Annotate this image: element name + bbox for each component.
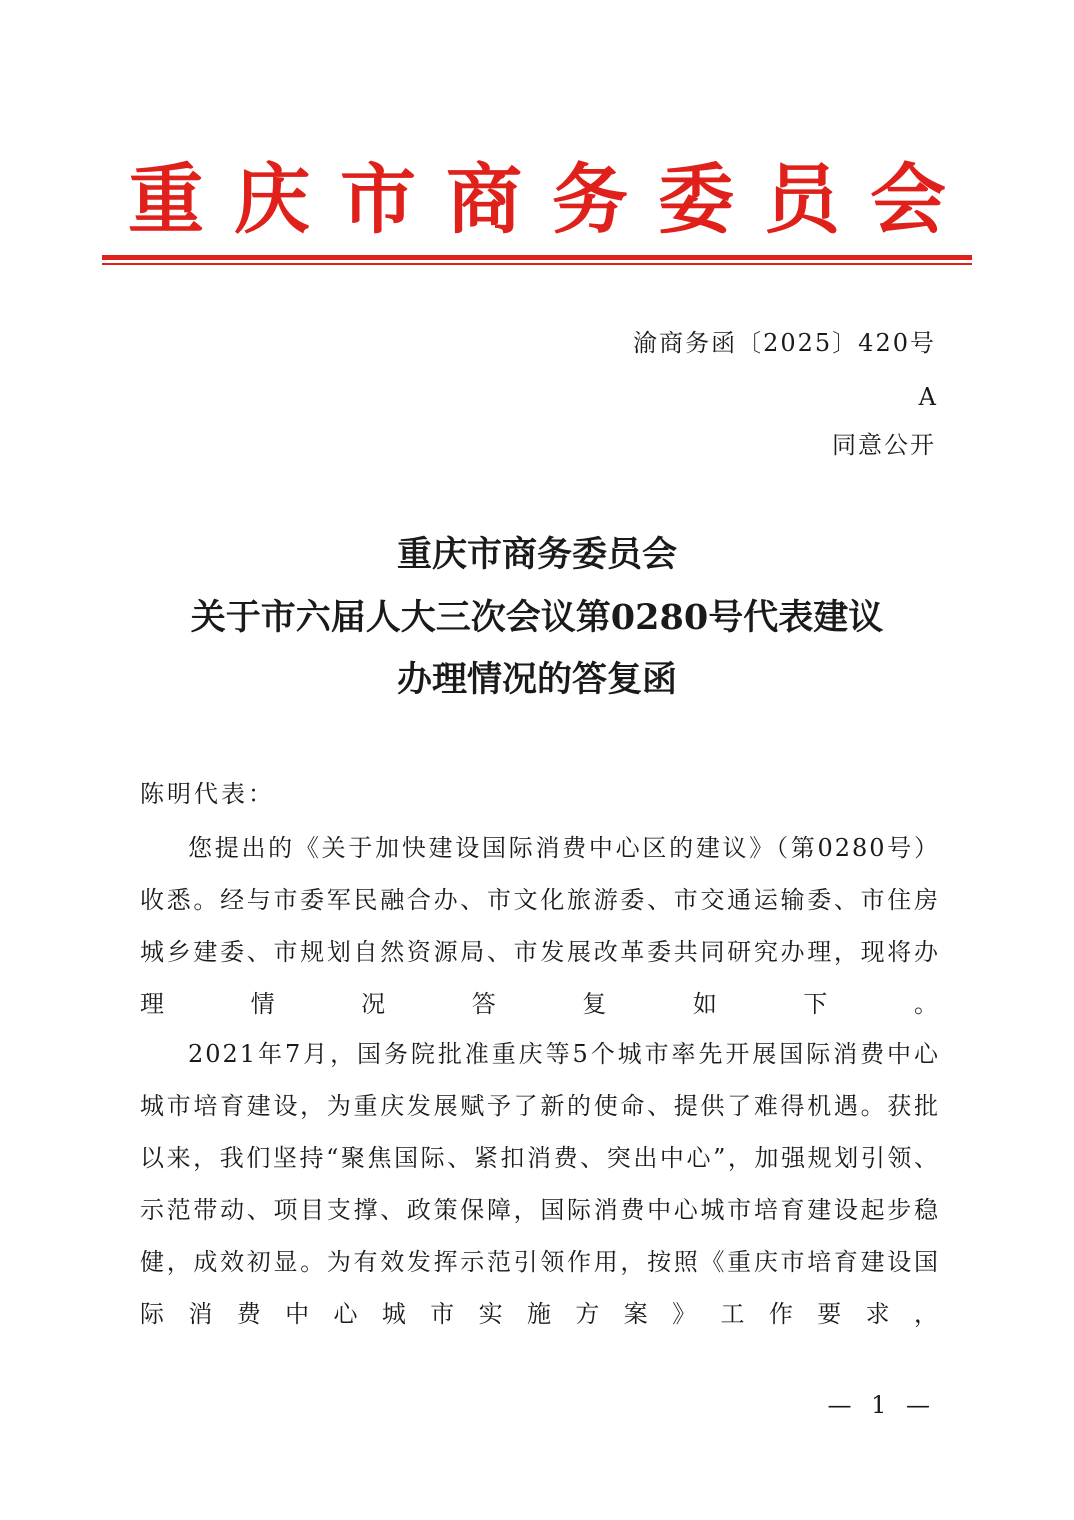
document-title-line-2: 关于市六届人大三次会议第0280号代表建议: [190, 597, 884, 638]
document-title-line-1: 重庆市商务委员会: [396, 534, 677, 575]
paragraph-2-text: 2021年7月，国务院批准重庆等5个城市率先开展国际消费中心城市培育建设，为重庆发展赋予了新的使命、提供了难得机遇。获批以来，我们坚持“聚焦国际、紧扣消费、突出中心”，加强规划引领、示范带动、项目支撑、政策保障，国际消费中心城市培育建设起步稳健，成效初显。为有效发挥示范引领作用，按照《重庆市培育建设国际消费中心城市实施方案》工作要求，: [140, 1040, 940, 1328]
disclosure-status: 同意公开: [832, 431, 936, 459]
document-level: A: [918, 383, 936, 411]
page-number: — 1 —: [827, 1391, 936, 1419]
document-title-line-3: 办理情况的答复函: [396, 659, 677, 700]
masthead-title: 重庆市商务委员会: [128, 155, 976, 244]
masthead-rule-thin: [102, 263, 972, 265]
paragraph-1-text: 您提出的《关于加快建设国际消费中心区的建议》（第0280号）收悉。经与市委军民融合办、市文化旅游委、市交通运输委、市住房城乡建委、市规划自然资源局、市发展改革委共同研究办理，现将办理情况答复如下。: [140, 834, 940, 1018]
masthead-rule-thick: [102, 255, 972, 260]
body-paragraph-2: [140, 1028, 940, 1340]
document-number: 渝商务函〔2025〕420号: [633, 329, 936, 357]
salutation: 陈明代表：: [140, 780, 275, 808]
body-paragraph-1: [140, 822, 940, 1030]
